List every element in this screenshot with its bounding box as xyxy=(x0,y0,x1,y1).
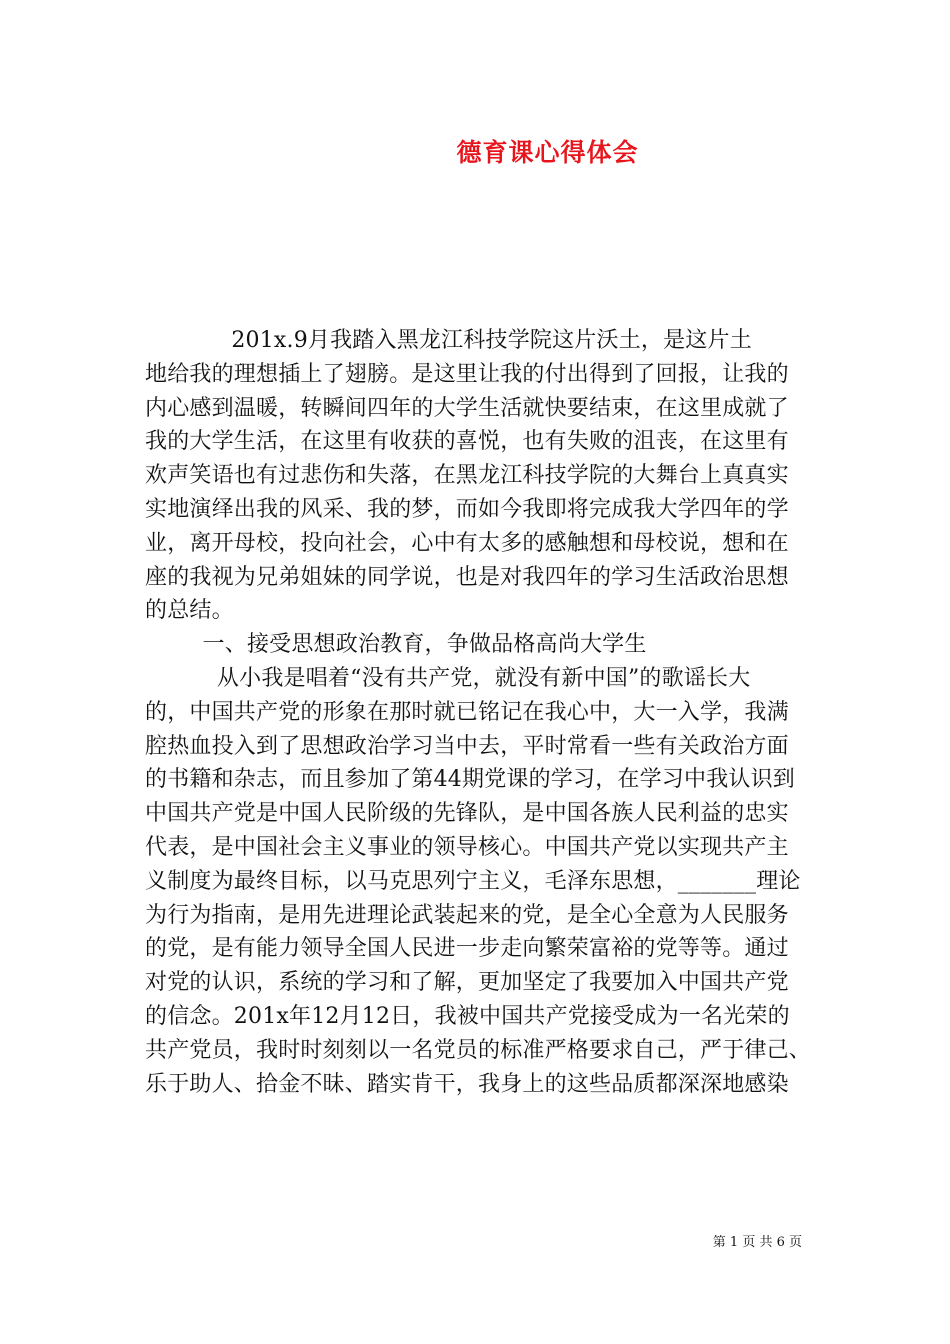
text-line: 对党的认识，系统的学习和了解，更加坚定了我要加入中国共产党 xyxy=(145,970,789,996)
text-line: 地给我的理想插上了翅膀。是这里让我的付出得到了回报，让我的 xyxy=(145,361,789,387)
text-line: 代表，是中国社会主义事业的领导核心。中国共产党以实现共产主 xyxy=(145,834,789,860)
body-text xyxy=(145,324,815,1101)
text-line: 实地演绎出我的风采、我的梦，而如今我即将完成我大学四年的学 xyxy=(145,496,789,522)
text-line: 中国共产党是中国人民阶级的先锋队，是中国各族人民利益的忠实 xyxy=(145,801,789,827)
text-line: 的信念。201x年12月12日，我被中国共产党接受成为一名光荣的 xyxy=(145,1003,790,1029)
text-line: 业，离开母校，投向社会，心中有太多的感触想和母校说，想和在 xyxy=(145,530,789,556)
text-line: 为行为指南，是用先进理论武装起来的党，是全心全意为人民服务 xyxy=(145,902,789,928)
text-line: 的党，是有能力领导全国人民进一步走向繁荣富裕的党等等。通过 xyxy=(145,936,789,962)
text-line: 的，中国共产党的形象在那时就已铭记在我心中，大一入学，我满 xyxy=(145,699,789,725)
text-line: 乐于助人、拾金不昧、踏实肯干，我身上的这些品质都深深地感染 xyxy=(145,1071,789,1097)
document-title: 德育课心得体会 xyxy=(456,138,639,167)
text-line: 腔热血投入到了思想政治学习当中去，平时常看一些有关政治方面 xyxy=(145,733,789,759)
section-heading: 一、接受思想政治教育，争做品格高尚大学生 xyxy=(145,632,647,658)
text-line: 座的我视为兄弟姐妹的同学说，也是对我四年的学习生活政治思想 xyxy=(145,564,789,590)
text-line: 201x.9月我踏入黑龙江科技学院这片沃土，是这片土 xyxy=(145,328,752,353)
text-line: 的总结。 xyxy=(145,598,234,624)
text-line: 从小我是唱着“没有共产党，就没有新中国”的歌谣长大 xyxy=(145,665,751,691)
text-line: 共产党员，我时时刻刻以一名党员的标准严格要求自己，严于律己、 xyxy=(145,1037,812,1063)
text-line: 我的大学生活，在这里有收获的喜悦，也有失败的沮丧，在这里有 xyxy=(145,429,789,455)
text-line: 欢声笑语也有过悲伤和失落，在黑龙江科技学院的大舞台上真真实 xyxy=(145,463,789,489)
page-number-footer: 第 1 页 共 6 页 xyxy=(712,1235,802,1250)
text-line: 内心感到温暖，转瞬间四年的大学生活就快要结束，在这里成就了 xyxy=(145,395,789,421)
text-line: 义制度为最终目标，以马克思列宁主义，毛泽东思想，_______理论 xyxy=(145,868,801,894)
text-line: 的书籍和杂志，而且参加了第44期党课的学习，在学习中我认识到 xyxy=(145,767,795,793)
